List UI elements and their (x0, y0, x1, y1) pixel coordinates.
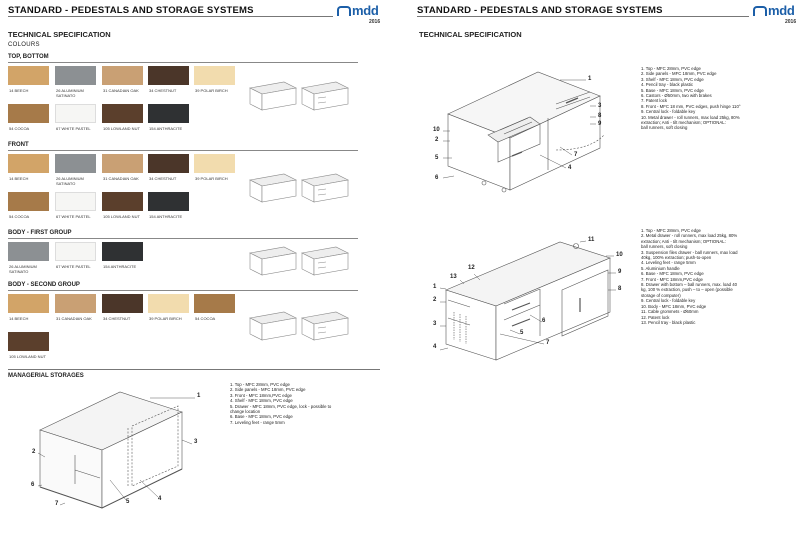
colour-swatch-label: 31 CANADIAN OAK (56, 316, 92, 321)
spec-line: 5. Aluminium handle (641, 265, 680, 271)
spec-line: 4. Leveling feet - range 5mm (641, 260, 696, 266)
colour-swatch-label: 34 CHESTNUT (149, 176, 177, 181)
managerial-callout-5: 5 (126, 499, 130, 505)
colour-section-title: BODY - FIRST GROUP (8, 230, 72, 236)
spec-line: 8. Drawer with bottom – ball runners, max. load 40 (641, 282, 738, 288)
right-logo-text: mdd (768, 3, 795, 18)
top-callout-5: 5 (435, 155, 439, 161)
right-page-title: TECHNICAL SPECIFICATION (419, 30, 522, 39)
bottom-callout-11: 11 (588, 237, 595, 243)
bottom-callout-5: 5 (520, 330, 524, 336)
spec-line: 40kg, 100% extraction; push-to-open (641, 255, 712, 261)
colour-swatch-label: 26 ALUMINIUM SATINATO (9, 264, 37, 274)
spec-line: 10. Body - MFC 18mm, PVC edge (641, 303, 707, 309)
colour-swatch-label: 105 LOWLAND NUT (103, 214, 140, 219)
bottom-callout-6: 6 (542, 318, 546, 324)
bottom-callout-12: 12 (468, 265, 475, 271)
bottom-callout-4: 4 (433, 344, 437, 350)
spec-line: 8. Front - MFC 18 mm, PVC edges, push hinge 110° (641, 103, 741, 109)
spec-line: 2. Metal drawer - roll runners, max load 25kg, 80% (641, 233, 738, 239)
colour-swatch-label: 14 BEECH (9, 316, 29, 321)
spec-line: 4. Shelf - MFC 18mm, PVC edge (230, 398, 293, 404)
colour-swatch-label: 67 WHITE PASTEL (56, 126, 91, 131)
spec-line: 7. Leveling feet - range 5mm (230, 419, 285, 425)
managerial-callout-6: 6 (31, 482, 35, 488)
colour-swatch-label: 154 ANTHRACITE (149, 214, 183, 219)
spec-line: 4. Pencil tray - black plastic (641, 82, 694, 88)
bottom-callout-1: 1 (433, 284, 437, 290)
spec-line: storage of computer) (641, 292, 681, 298)
right-year: 2016 (785, 19, 797, 25)
colour-swatch-label: 154 ANTHRACITE (149, 126, 183, 131)
top-callout-7: 7 (574, 152, 578, 158)
top-callout-10: 10 (433, 127, 440, 133)
colour-swatch-label: 105 LOWLAND NUT (103, 126, 140, 131)
spec-line: 1. Top - MFC 28mm, PVC edge (230, 382, 290, 387)
left-year: 2016 (369, 19, 381, 25)
managerial-callout-4: 4 (158, 496, 162, 502)
top-callout-3: 3 (598, 103, 602, 109)
spec-line: 2. Side panels - MFC 18mm, PVC edge (641, 71, 717, 77)
spec-line: 7. Patent lock (641, 98, 668, 104)
colour-section-title: BODY - SECOND GROUP (8, 282, 80, 288)
spec-line: 3. Shelf - MFC 18mm, PVC edge (641, 76, 704, 82)
spec-line: 1. Top - MFC 28mm, PVC edge (641, 228, 701, 233)
bottom-callout-10: 10 (616, 252, 623, 258)
spec-line: ball runners, soft closing (641, 244, 688, 250)
managerial-callout-7: 7 (55, 501, 59, 507)
colours-subtitle: COLOURS (8, 42, 40, 48)
spec-line: change location (230, 409, 261, 415)
colour-swatch-label: 154 ANTHRACITE (103, 264, 137, 269)
spec-line: 3. Suspension files drawer - ball runners, max load (641, 249, 738, 255)
colour-swatch-label: 67 WHITE PASTEL (56, 214, 91, 219)
top-callout-6: 6 (435, 175, 439, 181)
colour-swatch-label: 39 POLAR BIRCH (149, 316, 182, 321)
spec-line: kg, 100 % extraction, push – to – open (possible (641, 287, 733, 293)
desk-spec-list (641, 228, 738, 325)
colour-swatch-label: 54 COCOA (195, 316, 216, 321)
spec-line: 11. Cable grommets - Ø60mm (641, 309, 699, 315)
top-callout-9: 9 (598, 121, 602, 127)
colour-section-title: TOP, BOTTOM (8, 54, 49, 60)
spec-line: 6. Base - MFC 18mm, PVC edge (230, 414, 293, 420)
colour-swatch-label: 34 CHESTNUT (149, 88, 177, 93)
bottom-callout-13: 13 (450, 274, 457, 280)
colour-swatch-label: 54 COCOA (9, 126, 30, 131)
spec-line: extraction; Anti - tilt mechanism; OPTIONAL: (641, 238, 726, 244)
colour-swatch-label: 31 CANADIAN OAK (103, 176, 139, 181)
top-callout-8: 8 (598, 113, 602, 119)
bottom-callout-3: 3 (433, 321, 437, 327)
spec-line: 9. Central lock - foldable key (641, 109, 696, 115)
spec-line: 13. Pencil tray - black plastic (641, 319, 696, 325)
spec-line: 9. Central lock - foldable key (641, 298, 696, 304)
spec-line: ball runners, soft closing (641, 125, 688, 131)
colour-swatch-label: 31 CANADIAN OAK (103, 88, 139, 93)
bottom-callout-8: 8 (618, 286, 622, 292)
managerial-title: MANAGERIAL STORAGES (8, 373, 84, 379)
colour-swatch-label: 14 BEECH (9, 176, 29, 181)
bottom-callout-9: 9 (618, 269, 622, 275)
right-page-header: STANDARD - PEDESTALS AND STORAGE SYSTEMS (417, 5, 663, 16)
spec-line: 2. Side panels - MFC 18mm, PVC edge (230, 387, 306, 393)
spec-line: 6. Castors - Ø50mm, two with brakes (641, 93, 712, 99)
colour-swatch-label: 39 POLAR BIRCH (195, 88, 228, 93)
colour-swatch-label: 26 ALUMINIUM SATINATO (56, 88, 84, 98)
colour-swatch-label: 54 COCOA (9, 214, 30, 219)
left-page-header: STANDARD - PEDESTALS AND STORAGE SYSTEMS (8, 5, 254, 16)
colour-section-title: FRONT (8, 142, 29, 148)
colour-swatch-label: 26 ALUMINIUM SATINATO (56, 176, 84, 186)
managerial-callout-1: 1 (197, 393, 201, 399)
left-logo-text: mdd (352, 3, 379, 18)
spec-line: 10. Metal drawer - roll runners, max load 25kg, 80% (641, 114, 740, 120)
bottom-callout-7: 7 (546, 340, 550, 346)
colour-swatch-label: 14 BEECH (9, 88, 29, 93)
spec-line: 5. Drawer - MFC 18mm, PVC edge, lock - possible to (230, 403, 332, 409)
spec-line: 7. Front - MFC 18mm,PVC edge (641, 276, 703, 282)
spec-line: extraction; Anti - tilt mechanism; OPTIONAL: (641, 120, 726, 126)
spec-line: 6. Base - MFC 18mm, PVC edge (641, 271, 704, 277)
colour-swatch-label: 34 CHESTNUT (103, 316, 131, 321)
spec-line: 1. Top - MFC 28mm, PVC edge (641, 66, 701, 71)
colour-swatch-label: 39 POLAR BIRCH (195, 176, 228, 181)
spec-line: 3. Front - MFC 18mm,PVC edge (230, 392, 292, 398)
colour-swatch-label: 105 LOWLAND NUT (9, 354, 46, 359)
left-page-title: TECHNICAL SPECIFICATION (8, 30, 111, 39)
top-callout-4: 4 (568, 165, 572, 171)
managerial-callout-2: 2 (32, 449, 36, 455)
spec-line: 12. Patent lock (641, 314, 670, 320)
top-callout-2: 2 (435, 137, 439, 143)
top-callout-1: 1 (588, 76, 592, 82)
bottom-callout-2: 2 (433, 297, 437, 303)
managerial-callout-3: 3 (194, 439, 198, 445)
colour-swatch-label: 67 WHITE PASTEL (56, 264, 91, 269)
spec-line: 5. Base - MFC 18mm, PVC edge (641, 87, 704, 93)
